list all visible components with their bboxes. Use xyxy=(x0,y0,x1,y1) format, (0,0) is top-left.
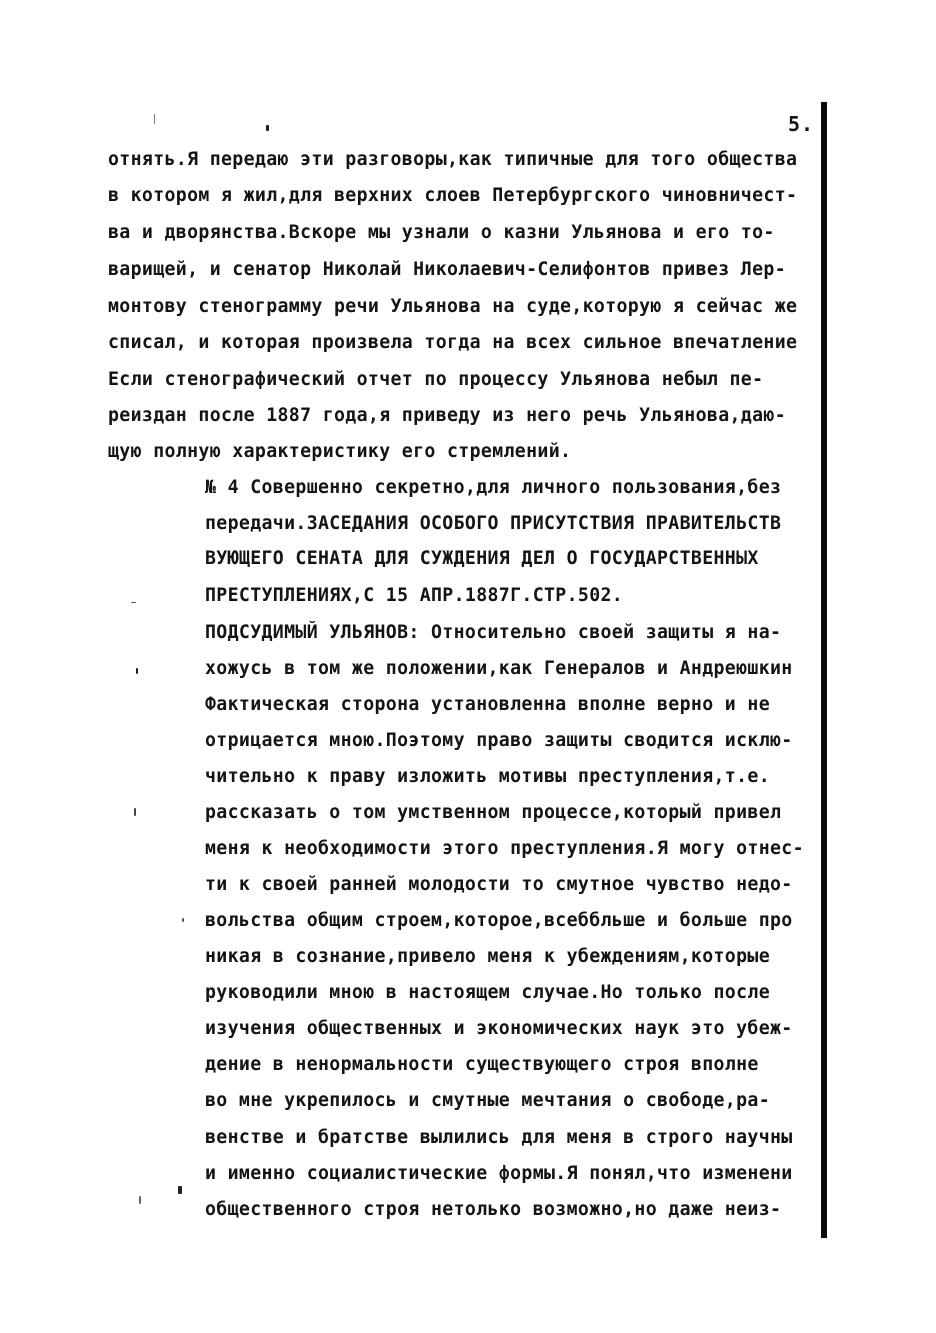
page-number: 5. xyxy=(788,112,815,136)
speech-line: Фактическая сторона установленна вполне верно и не xyxy=(205,694,770,715)
paragraph-line: щую полную характеристику его стремлений. xyxy=(108,441,572,462)
speech-line: изучения общественных и экономических наук это убеж- xyxy=(205,1018,793,1039)
speech-line: вольства общим строем,которое,всеббльше и больше про xyxy=(205,910,793,931)
paragraph-line: Если стенографический отчет по процессу Ульянова небыл пе- xyxy=(108,369,764,390)
speech-line: во мне укрепилось и смутные мечтания о свободе,ра- xyxy=(205,1090,770,1111)
scan-speck xyxy=(139,1196,141,1204)
scan-speck xyxy=(182,918,184,922)
speech-line: хожусь в том же положении,как Генералов и Андреюшкин xyxy=(205,658,793,679)
speech-line: рассказать о том умственном процессе,который привел xyxy=(205,802,782,823)
paragraph-line: варищей, и сенатор Николай Николаевич-Селифонтов привез Лер- xyxy=(108,259,786,280)
speech-line: ти к своей ранней молодости то смутное чувство недо- xyxy=(205,874,793,895)
scan-speck xyxy=(131,602,136,603)
paragraph-line: списал, и которая произвела тогда на всех сильное впечатление xyxy=(108,332,798,353)
paragraph-line: монтову стенограмму речи Ульянова на суде,которую я сейчас же xyxy=(108,296,798,317)
scan-speck xyxy=(266,125,269,131)
scan-speck xyxy=(178,1186,182,1194)
speech-line: общественного строя нетолько возможно,но даже неиз- xyxy=(205,1199,782,1220)
document-header-line: № 4 Совершенно секретно,для личного пользования,без xyxy=(205,477,782,498)
speech-line: руководили мною в настоящем случае.Но только после xyxy=(205,982,770,1003)
speech-line: никая в сознание,привело меня к убеждениям,которые xyxy=(205,946,770,967)
speech-line: и именно социалистические формы.Я понял,что изменени xyxy=(205,1163,793,1184)
scan-speck xyxy=(134,808,136,816)
speech-line: меня к необходимости этого преступления.Я могу отнес- xyxy=(205,838,804,859)
paragraph-line: реиздан после 1887 года,я приведу из него речь Ульянова,даю- xyxy=(108,405,786,426)
speech-line: ПОДСУДИМЫЙ УЛЬЯНОВ: Относительно своей защиты я на- xyxy=(205,622,782,643)
scan-speck xyxy=(136,668,138,674)
scan-speck xyxy=(154,114,155,124)
speech-line: дение в ненормальности существующего строя вполне xyxy=(205,1054,759,1075)
speech-line: чительно к праву изложить мотивы преступления,т.е. xyxy=(205,766,770,787)
document-header-line: передачи.ЗАСЕДАНИЯ ОСОБОГО ПРИСУТСТВИЯ ПРАВИТЕЛЬСТВ xyxy=(205,513,782,534)
speech-line: отрицается мною.Поэтому право защиты сводится исклю- xyxy=(205,730,793,751)
paragraph-line: ва и дворянства.Вскоре мы узнали о казни Ульянова и его то- xyxy=(108,222,775,243)
document-header-line: ПРЕСТУПЛЕНИЯХ,С 15 АПР.1887Г.СТР.502. xyxy=(205,585,624,606)
paragraph-line: в котором я жил,для верхних слоев Петербургского чиновничест- xyxy=(108,185,798,206)
speech-line: венстве и братстве вылились для меня в строго научны xyxy=(205,1127,793,1148)
document-header-line: ВУЮЩЕГО СЕНАТА ДЛЯ СУЖДЕНИЯ ДЕЛ О ГОСУДАРСТВЕННЫХ xyxy=(205,548,759,569)
paragraph-line: отнять.Я передаю эти разговоры,как типичные для того общества xyxy=(108,149,798,170)
